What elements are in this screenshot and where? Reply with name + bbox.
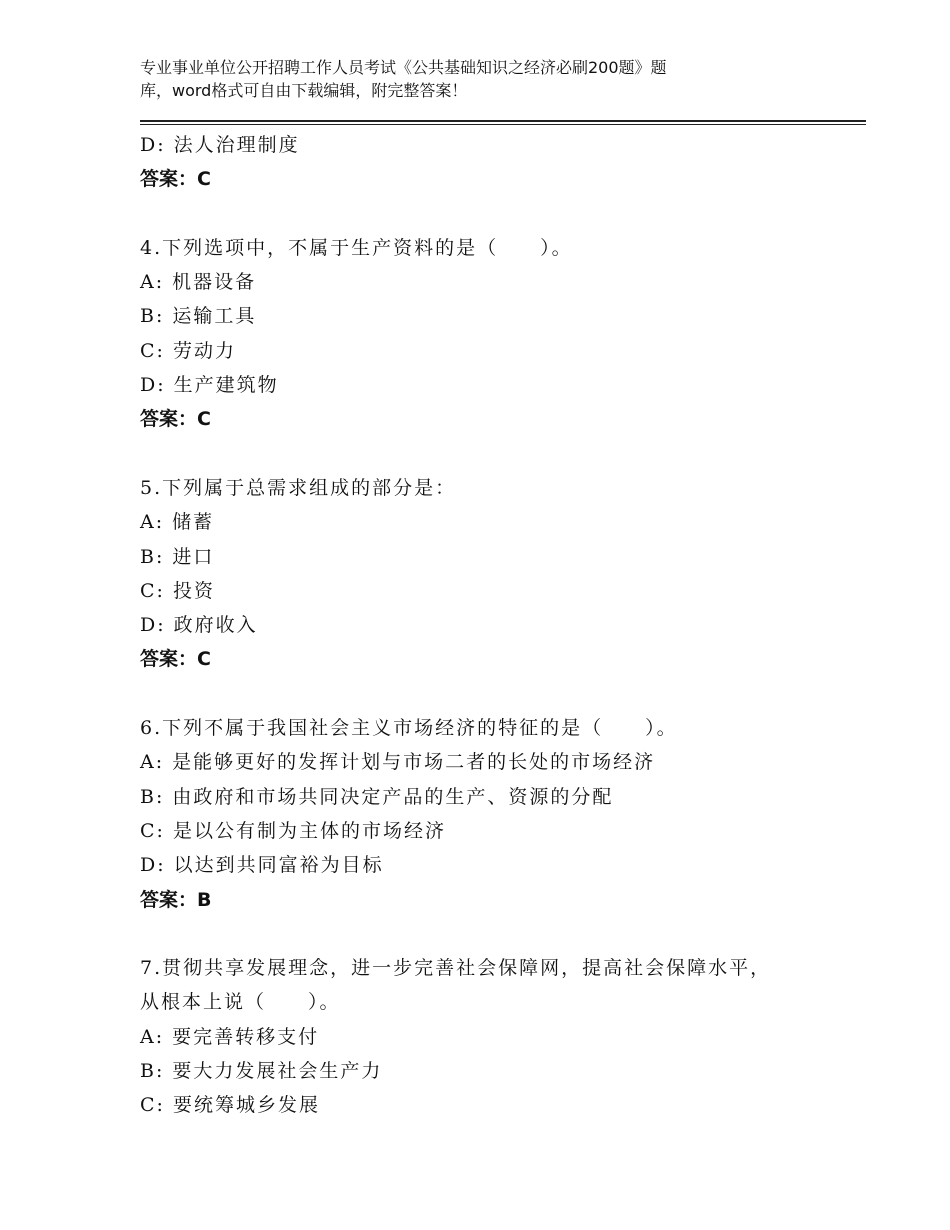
q7-stem-line-1: 7.贯彻共享发展理念，进一步完善社会保障网，提高社会保障水平，: [140, 957, 772, 980]
q6-stem: 6.下列不属于我国社会主义市场经济的特征的是（ ）。: [140, 717, 678, 740]
q5-answer: 答案：C: [140, 648, 211, 671]
spacer: [140, 917, 866, 951]
q6-answer: 答案：B: [140, 888, 212, 911]
header-divider-thick: [140, 120, 866, 122]
q4-option-d: D: 生产建筑物: [140, 374, 279, 397]
q3-answer: 答案：C: [140, 168, 211, 191]
q3-option-d: D: 法人治理制度: [140, 134, 300, 156]
q5-option-d: D: 政府收入: [140, 614, 258, 637]
q4-option-a: A: 机器设备: [140, 271, 257, 294]
q4-stem: 4.下列选项中，不属于生产资料的是（ ）。: [140, 236, 573, 259]
q7-stem-line-2: 从根本上说（ ）。: [140, 991, 341, 1014]
spacer: [140, 437, 866, 471]
spacer: [140, 677, 866, 711]
page-header: [140, 56, 780, 102]
q5-stem: 5.下列属于总需求组成的部分是：: [140, 476, 457, 499]
q6-option-a: A: 是能够更好的发挥计划与市场二者的长处的市场经济: [140, 751, 656, 774]
q4-option-c: C: 劳动力: [140, 339, 236, 362]
spacer: [140, 197, 866, 231]
q5-option-c: C: 投资: [140, 579, 215, 602]
header-line-2: 库，word格式可自由下载编辑，附完整答案！: [140, 81, 468, 100]
q7-option-a: A: 要完善转移支付: [140, 1025, 320, 1048]
header-line-1: 专业事业单位公开招聘工作人员考试《公共基础知识之经济必刷200题》题: [140, 58, 667, 77]
q6-option-d: D: 以达到共同富裕为目标: [140, 854, 384, 877]
question-list: [140, 128, 866, 1123]
q6-option-c: C: 是以公有制为主体的市场经济: [140, 819, 446, 842]
q6-option-b: B: 由政府和市场共同决定产品的生产、资源的分配: [140, 785, 614, 808]
q7-option-b: B: 要大力发展社会生产力: [140, 1060, 383, 1083]
header-divider-thin: [140, 124, 866, 125]
q7-option-c: C: 要统筹城乡发展: [140, 1094, 320, 1117]
q5-option-b: B: 进口: [140, 545, 215, 568]
q5-option-a: A: 储蓄: [140, 511, 215, 534]
q4-answer: 答案：C: [140, 408, 211, 431]
q4-option-b: B: 运输工具: [140, 305, 257, 328]
